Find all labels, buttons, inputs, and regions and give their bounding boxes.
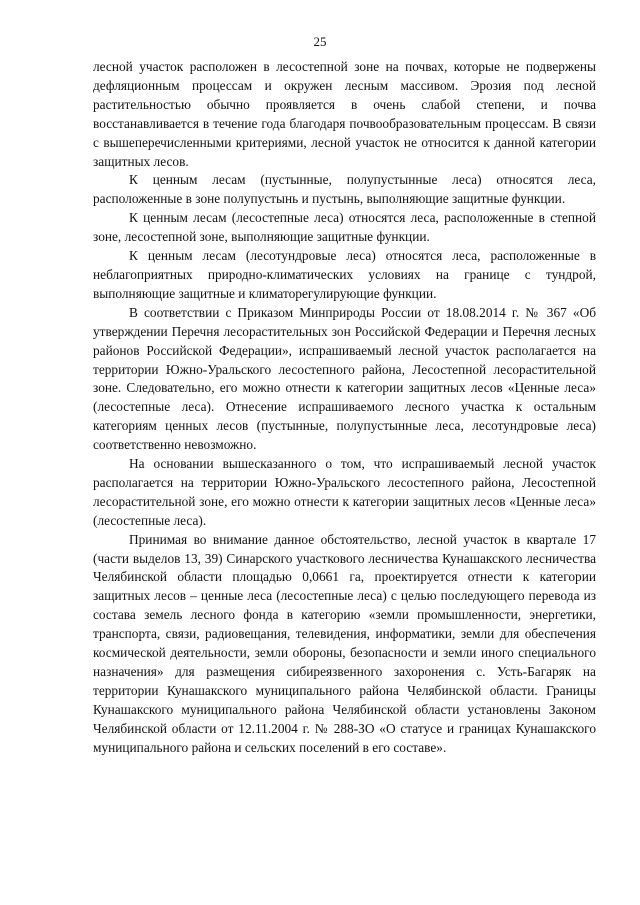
- body-text: [93, 58, 596, 758]
- page-number: 25: [313, 34, 327, 49]
- paragraph-continuation: лесной участок расположен в лесостепной зоне на почвах, которые не подвержены дефляционным процессам и окружен лесным массивом. Эрозия под лесной растительностью обычно проявляется в очень слабой степени, и почва восстанавливается в течение года благодаря почвообразовательным процессам. В связи с вышеперечисленными критериями, лесной участок не относится к данной категории защитных лесов.: [93, 59, 596, 169]
- paragraph-conclusion: На основании вышесказанного о том, что испрашиваемый лесной участок располагается на территории Южно-Уральского лесостепного района, Лесостепной лесорастительной зоне, его можно отнести к категории защитных лесов «Ценные леса» (лесостепные леса).: [93, 456, 596, 528]
- paragraph-forest-tundra-forests: К ценным лесам (лесотундровые леса) относятся леса, расположенные в неблагоприятных природно-климатических условиях на границе с тундрой, выполняющие защитные и климаторегулирующие функции.: [93, 248, 596, 301]
- paragraph-desert-forests: К ценным лесам (пустынные, полупустынные леса) относятся леса, расположенные в зоне полупустынь и пустынь, выполняющие защитные функции.: [93, 172, 596, 207]
- paragraph-order-reference: В соответствии с Приказом Минприроды России от 18.08.2014 г. № 367 «Об утверждении Перечня лесорастительных зон Российской Федерации и Перечня лесных районов Российской Федерации», испрашиваемый лесной участок располагается на территории Южно-Уральского лесостепного района, Лесостепной лесорастительной зоне. Следовательно, его можно отнести к категории защитных лесов «Ценные леса» (лесостепные леса). Отнесение испрашиваемого лесного участка к остальным категориям ценных лесов (пустынные, полупустынные леса, лесотундровые леса) соответственно невозможно.: [93, 304, 596, 453]
- paragraph-decision: Принимая во внимание данное обстоятельство, лесной участок в квартале 17 (части выделов 13, 39) Синарского участкового лесничества Кунашакского лесничества Челябинской области площадью 0,0661 га, проектируется отнести к категории защитных лесов – ценные леса (лесостепные леса) с целью последующего перевода из состава земель лесного фонда в категорию «земли промышленности, энергетики, транспорта, связи, радиовещания, телевидения, информатики, земли для обеспечения космической деятельности, земли обороны, безопасности и земли иного специального назначения» для размещения сибиреязвенного захоронения с. Усть-Багаряк на территории Кунашакского муниципального района Челябинской области. Границы Кунашакского муниципального района Челябинской области установлены Законом Челябинской области от 12.11.2004 г. № 288-ЗО «О статусе и границах Кунашакского муниципального района и сельских поселений в его составе».: [93, 531, 596, 755]
- paragraph-forest-steppe-forests: К ценным лесам (лесостепные леса) относятся леса, расположенные в степной зоне, лесостепной зоне, выполняющие защитные функции.: [93, 210, 596, 245]
